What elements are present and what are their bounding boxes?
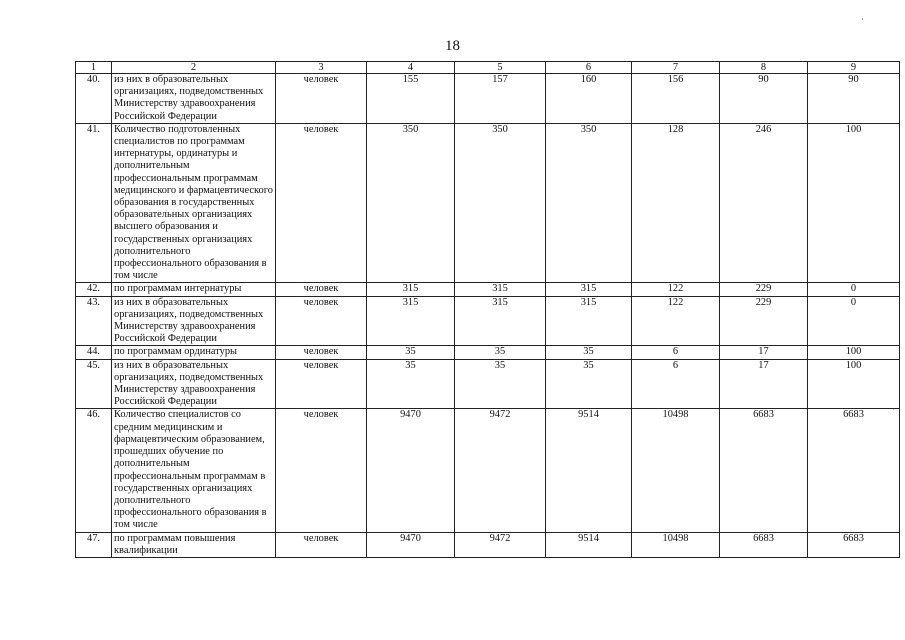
value-cell: 90 [720, 74, 808, 124]
value-cell: 160 [546, 74, 632, 124]
value-cell: 9472 [455, 532, 546, 557]
column-header: 5 [455, 62, 546, 74]
column-header: 6 [546, 62, 632, 74]
value-cell: 0 [808, 296, 900, 346]
row-number: 40. [76, 74, 112, 124]
indicator-name: по программам интернатуры [112, 283, 276, 296]
value-cell: 6683 [808, 532, 900, 557]
table-row [76, 409, 900, 532]
value-cell: 128 [632, 123, 720, 283]
unit-cell: человек [276, 359, 367, 409]
value-cell: 35 [546, 346, 632, 359]
value-cell: 0 [808, 283, 900, 296]
value-cell: 90 [808, 74, 900, 124]
column-header: 1 [76, 62, 112, 74]
table-row [76, 123, 900, 283]
value-cell: 35 [367, 359, 455, 409]
value-cell: 122 [632, 296, 720, 346]
value-cell: 17 [720, 359, 808, 409]
value-cell: 35 [455, 359, 546, 409]
column-header: 4 [367, 62, 455, 74]
value-cell: 6683 [720, 409, 808, 532]
value-cell: 315 [367, 296, 455, 346]
value-cell: 315 [546, 283, 632, 296]
row-number: 46. [76, 409, 112, 532]
column-header: 7 [632, 62, 720, 74]
unit-cell: человек [276, 74, 367, 124]
indicator-name: Количество специалистов со средним медицинским и фармацевтическим образованием, прошедших обучение по дополнительным профессиональным программам в государственных организациях дополнительного профессионального образования в том числе [112, 409, 276, 532]
value-cell: 9514 [546, 409, 632, 532]
indicator-name: из них в образовательных организациях, подведомственных Министерству здравоохранения Российской Федерации [112, 296, 276, 346]
value-cell: 35 [367, 346, 455, 359]
value-cell: 17 [720, 346, 808, 359]
value-cell: 122 [632, 283, 720, 296]
unit-cell: человек [276, 409, 367, 532]
value-cell: 9470 [367, 409, 455, 532]
column-header: 3 [276, 62, 367, 74]
indicator-name: по программам повышения квалификации [112, 532, 276, 557]
value-cell: 156 [632, 74, 720, 124]
indicator-name: по программам ординатуры [112, 346, 276, 359]
value-cell: 9472 [455, 409, 546, 532]
unit-cell: человек [276, 532, 367, 557]
value-cell: 350 [367, 123, 455, 283]
unit-cell: человек [276, 123, 367, 283]
row-number: 45. [76, 359, 112, 409]
table-header-row [76, 62, 900, 74]
value-cell: 100 [808, 359, 900, 409]
value-cell: 246 [720, 123, 808, 283]
unit-cell: человек [276, 346, 367, 359]
table-row [76, 296, 900, 346]
data-table [75, 61, 900, 558]
value-cell: 9470 [367, 532, 455, 557]
value-cell: 157 [455, 74, 546, 124]
row-number: 43. [76, 296, 112, 346]
value-cell: 35 [546, 359, 632, 409]
column-header: 8 [720, 62, 808, 74]
value-cell: 9514 [546, 532, 632, 557]
column-header: 2 [112, 62, 276, 74]
row-number: 42. [76, 283, 112, 296]
value-cell: 350 [455, 123, 546, 283]
table-row [76, 283, 900, 296]
value-cell: 100 [808, 123, 900, 283]
row-number: 44. [76, 346, 112, 359]
column-header: 9 [808, 62, 900, 74]
scan-speck: · [861, 14, 864, 24]
value-cell: 155 [367, 74, 455, 124]
unit-cell: человек [276, 296, 367, 346]
row-number: 41. [76, 123, 112, 283]
value-cell: 229 [720, 296, 808, 346]
value-cell: 100 [808, 346, 900, 359]
value-cell: 315 [455, 296, 546, 346]
value-cell: 315 [546, 296, 632, 346]
scan-speck: · [892, 404, 895, 414]
value-cell: 35 [455, 346, 546, 359]
row-number: 47. [76, 532, 112, 557]
value-cell: 6 [632, 359, 720, 409]
indicator-name: Количество подготовленных специалистов по программам интернатуры, ординатуры и дополнительным профессиональным программам медицинского и фармацевтического образования в государственных образовательных организациях высшего образования и государственных организациях дополнительного профессионального образования в том числе [112, 123, 276, 283]
table-row [76, 359, 900, 409]
indicator-name: из них в образовательных организациях, подведомственных Министерству здравоохранения Российской Федерации [112, 359, 276, 409]
value-cell: 229 [720, 283, 808, 296]
unit-cell: человек [276, 283, 367, 296]
value-cell: 10498 [632, 409, 720, 532]
value-cell: 6 [632, 346, 720, 359]
table-row [76, 532, 900, 557]
table-row [76, 74, 900, 124]
indicator-name: из них в образовательных организациях, подведомственных Министерству здравоохранения Российской Федерации [112, 74, 276, 124]
value-cell: 6683 [720, 532, 808, 557]
value-cell: 350 [546, 123, 632, 283]
value-cell: 315 [455, 283, 546, 296]
value-cell: 6683 [808, 409, 900, 532]
page-number: 18 [445, 38, 460, 54]
value-cell: 315 [367, 283, 455, 296]
value-cell: 10498 [632, 532, 720, 557]
table-row [76, 346, 900, 359]
